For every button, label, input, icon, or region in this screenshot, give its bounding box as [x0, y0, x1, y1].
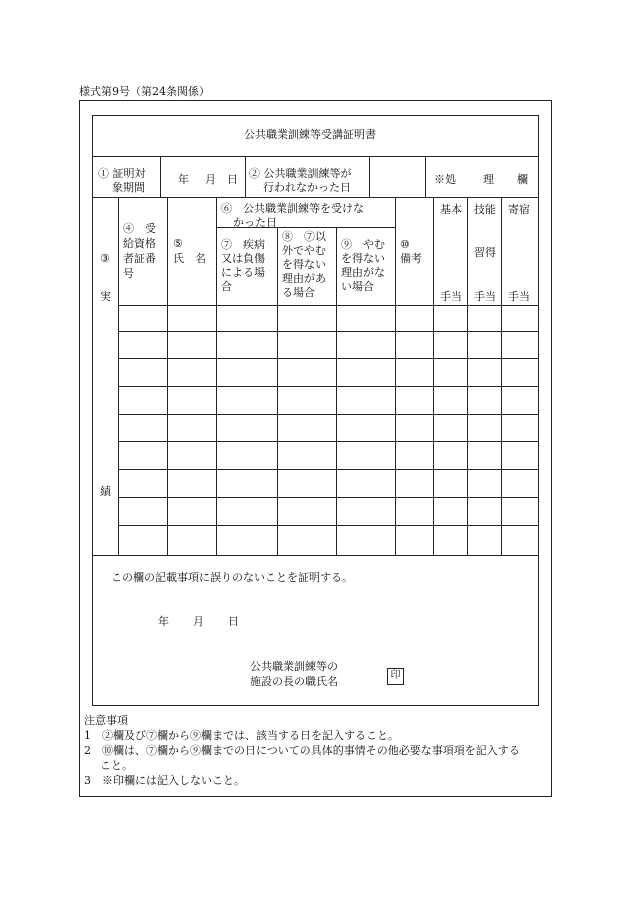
rule-line — [277, 227, 278, 556]
basic-allowance-header-bottom: 手当 — [440, 290, 462, 303]
period-label-line1: ① 証明対 — [98, 167, 146, 180]
certification-statement: この欄の記載事項に誤りのないことを証明する。 — [111, 571, 353, 584]
col9-header-line3: 理由がな — [341, 266, 385, 279]
dorm-allowance-header-bottom: 手当 — [508, 290, 530, 303]
rule-line — [336, 227, 337, 556]
col8-header-line1: ⑧ ⑦以 — [282, 230, 326, 243]
certification-bottom — [92, 705, 539, 706]
note-item: 1 ②欄及び⑦欄から⑨欄までは、該当する日を記入すること。 — [84, 729, 399, 742]
col8-header-line4: 理由があ — [282, 272, 326, 285]
table-row — [118, 497, 539, 498]
certification-day-label: 日 — [228, 615, 239, 628]
certification-month-label: 月 — [193, 615, 204, 628]
table-right — [538, 115, 539, 706]
rule-line — [216, 197, 217, 556]
table-row — [118, 358, 539, 359]
col4-header-line3: 者証番 — [123, 252, 156, 265]
table-row — [118, 414, 539, 415]
period-label-line2: 象期間 — [112, 181, 145, 194]
signer-label-line1: 公共職業訓練等の — [250, 660, 338, 673]
office-use-ran: 欄 — [517, 173, 528, 186]
skill-allowance-header-bottom: 手当 — [474, 290, 496, 303]
col10-header: 備考 — [400, 252, 422, 265]
col9-header-line2: を得ない — [341, 252, 385, 265]
rule-line — [395, 197, 396, 556]
rule-line — [425, 156, 426, 198]
rule-line — [369, 156, 370, 198]
outer-frame-left — [79, 100, 80, 797]
table-left — [92, 115, 93, 706]
dorm-allowance-header-top: 寄宿 — [508, 203, 530, 216]
col4-header-line1: ④ 受 — [123, 222, 156, 235]
outer-frame-top — [79, 100, 552, 101]
table-row — [118, 331, 539, 332]
period-year-label: 年 — [178, 173, 189, 186]
rule-line — [245, 156, 246, 198]
outer-frame-bottom — [79, 796, 552, 797]
notes-heading: 注意事項 — [84, 714, 128, 727]
period-day-label: 日 — [227, 173, 238, 186]
col4-header-line4: 号 — [123, 267, 134, 280]
table-top — [92, 115, 539, 116]
signer-label-line2: 施設の長の職氏名 — [250, 675, 338, 688]
results-label-top: 実 — [100, 290, 111, 303]
col5-number: ⑤ — [173, 237, 183, 250]
col7-header-line4: 合 — [221, 280, 232, 293]
outer-frame-right — [551, 100, 552, 797]
col6-header-line2: かった日 — [233, 216, 277, 229]
table-row — [118, 525, 539, 526]
col10-number: ⑩ — [400, 238, 410, 251]
col9-header-line4: い場合 — [341, 280, 374, 293]
office-use-mark: ※処 — [434, 173, 456, 186]
results-mark: ③ — [100, 252, 110, 265]
col8-header-line5: る場合 — [282, 286, 315, 299]
rule-line — [501, 197, 502, 556]
rule-line — [160, 156, 161, 198]
table-bottom — [92, 555, 539, 556]
office-use-ri: 理 — [483, 173, 494, 186]
seal-mark: 印 — [387, 668, 404, 685]
basic-allowance-header-top: 基本 — [440, 203, 462, 216]
note-item: こと。 — [100, 759, 133, 772]
rule-line — [433, 197, 434, 556]
col7-header-line2: 又は負傷 — [221, 252, 265, 265]
col4-header-line2: 給資格 — [123, 237, 156, 250]
form-label: 様式第9号（第24条関係） — [79, 85, 210, 98]
skill-allowance-header-top: 技能 — [474, 203, 496, 216]
col8-header-line2: 外でやむ — [282, 244, 326, 257]
not-held-label-line2: 行われなかった日 — [263, 181, 351, 194]
form-title: 公共職業訓練等受講証明書 — [244, 128, 376, 141]
rule-line — [167, 197, 168, 556]
col7-header-line3: による場 — [221, 266, 265, 279]
col8-header-line3: を得ない — [282, 258, 326, 271]
col9-header-line1: ⑨ やむ — [341, 238, 385, 251]
skill-allowance-header-mid: 習得 — [474, 246, 496, 259]
period-month-label: 月 — [205, 173, 216, 186]
results-label-bottom: 績 — [100, 485, 111, 498]
certification-year-label: 年 — [158, 615, 169, 628]
table-row — [118, 386, 539, 387]
rule-line — [118, 197, 119, 556]
col5-header: 氏 名 — [173, 252, 206, 265]
table-row — [118, 469, 539, 470]
table-row — [118, 305, 539, 306]
rule-line — [467, 197, 468, 556]
not-held-label-line1: ② 公共職業訓練等が — [249, 167, 352, 180]
col6-header-line1: ⑥ 公共職業訓練等を受けな — [221, 202, 364, 215]
note-item: 3 ※印欄には記入しないこと。 — [84, 774, 245, 787]
col7-header-line1: ⑦ 疾病 — [221, 238, 265, 251]
table-row — [118, 441, 539, 442]
note-item: 2 ⑩欄は、⑦欄から⑨欄までの日についての具体的事情その他必要な事項項を記入する — [84, 744, 520, 757]
